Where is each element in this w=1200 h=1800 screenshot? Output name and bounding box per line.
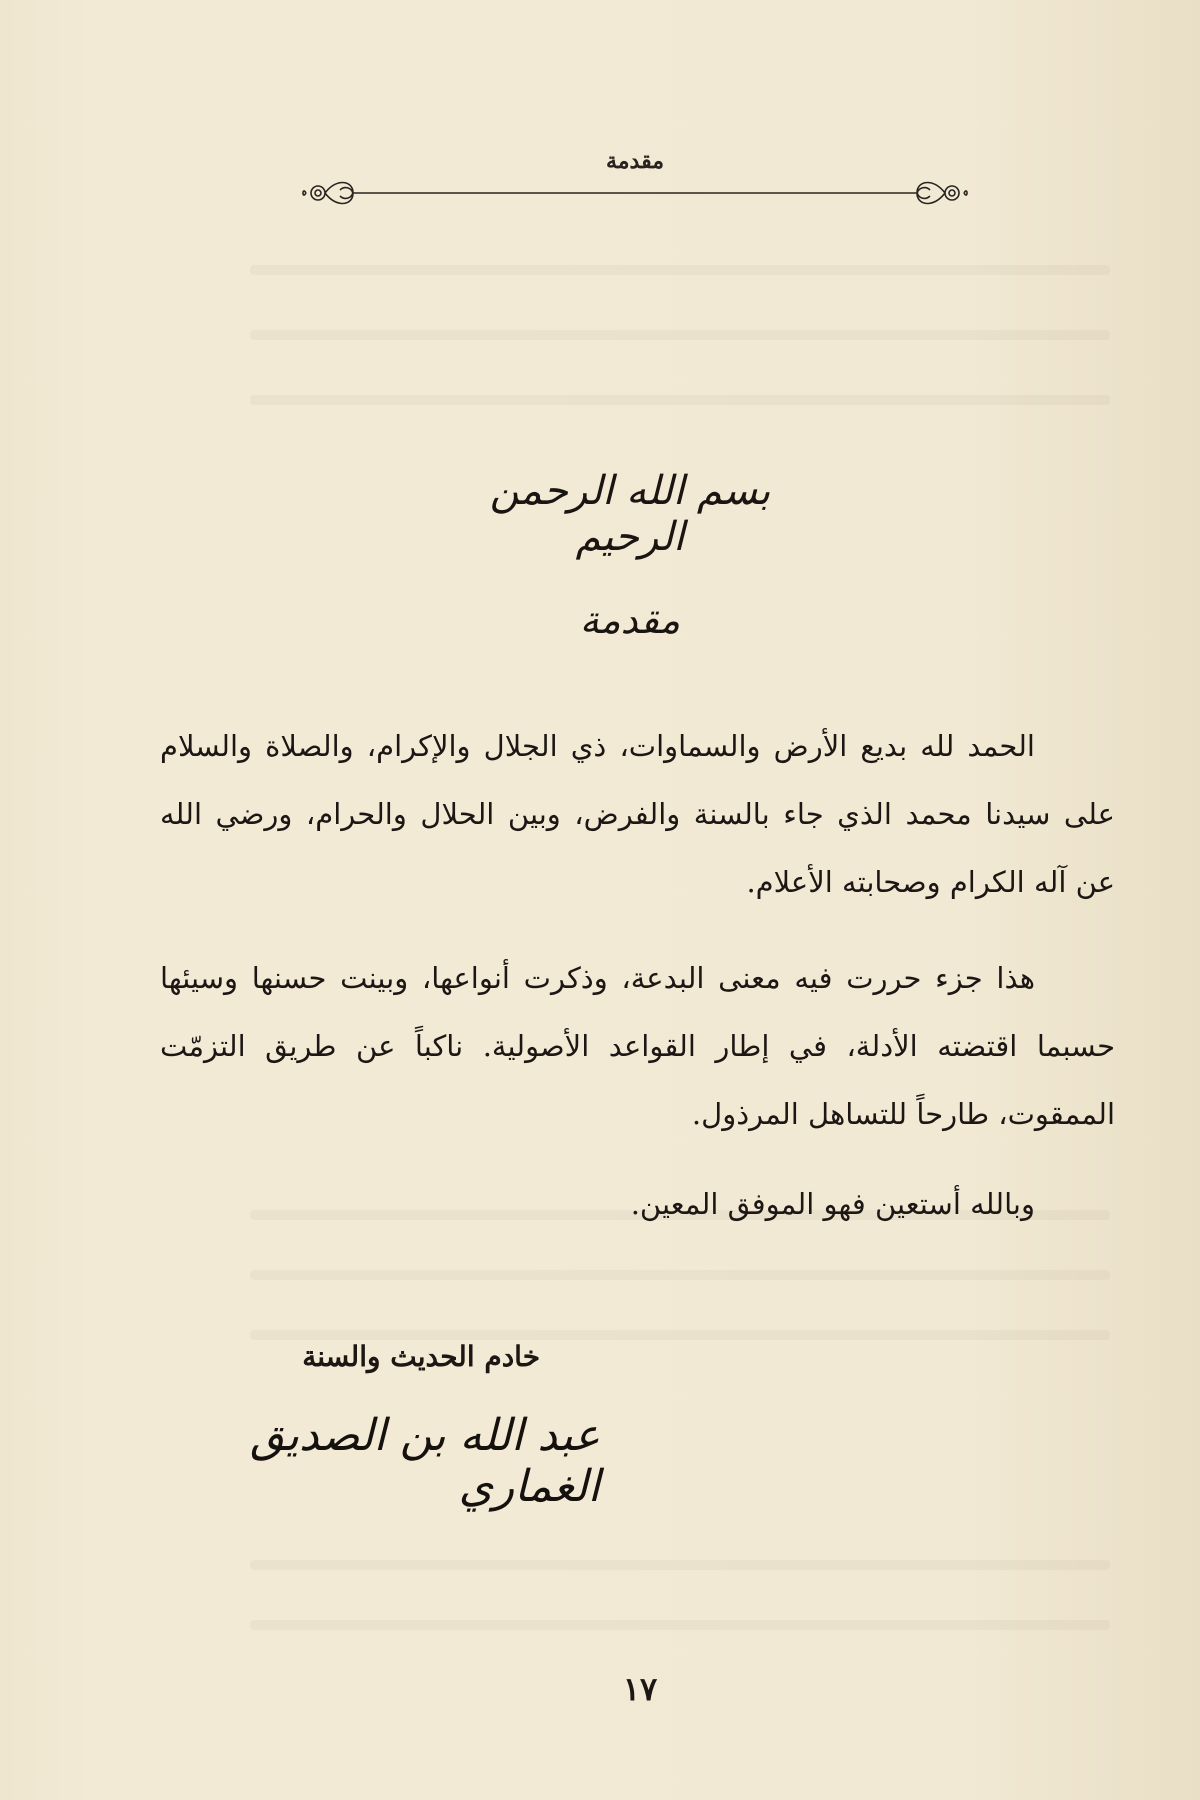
body-text [160, 712, 1115, 1266]
author-signature: عبد الله بن الصديق الغماري [250, 1410, 600, 1512]
bleed-through-line [250, 265, 1110, 275]
signature-title: خادم الحديث والسنة [302, 1340, 540, 1373]
running-header-title: مقدمة [605, 148, 665, 174]
right-flourish-icon [900, 183, 967, 204]
ornamental-rule [300, 178, 970, 208]
paragraph: وبالله أستعين فهو الموفق المعين. [630, 1187, 1035, 1221]
section-title: مقدمة [579, 598, 681, 642]
bleed-through-line [250, 1620, 1110, 1630]
bleed-through-line [250, 1270, 1110, 1280]
paragraph: الحمد لله بديع الأرض والسماوات، ذي الجلال والإكرام، والصلاة والسلام على سيدنا محمد الذي جاء بالسنة والفرض، وبين الحلال والحرام، ورضي الله عن آله الكرام وصحابته الأعلام. [160, 729, 1115, 899]
running-header [300, 148, 970, 208]
bleed-through-line [250, 395, 1110, 405]
paragraph: هذا جزء حررت فيه معنى البدعة، وذكرت أنواعها، وبينت حسنها وسيئها حسبما اقتضته الأدلة، في إطار القواعد الأصولية. ناكباً عن طريق التزمّت الممقوت، طارحاً للتساهل المرذول. [160, 961, 1115, 1131]
page-number: ١٧ [622, 1670, 658, 1708]
bleed-through-line [250, 1330, 1110, 1340]
bleed-through-line [250, 330, 1110, 340]
basmala-calligraphy: بسم الله الرحمن الرحيم [489, 468, 771, 560]
left-flourish-icon [303, 183, 370, 204]
bleed-through-line [250, 1560, 1110, 1570]
